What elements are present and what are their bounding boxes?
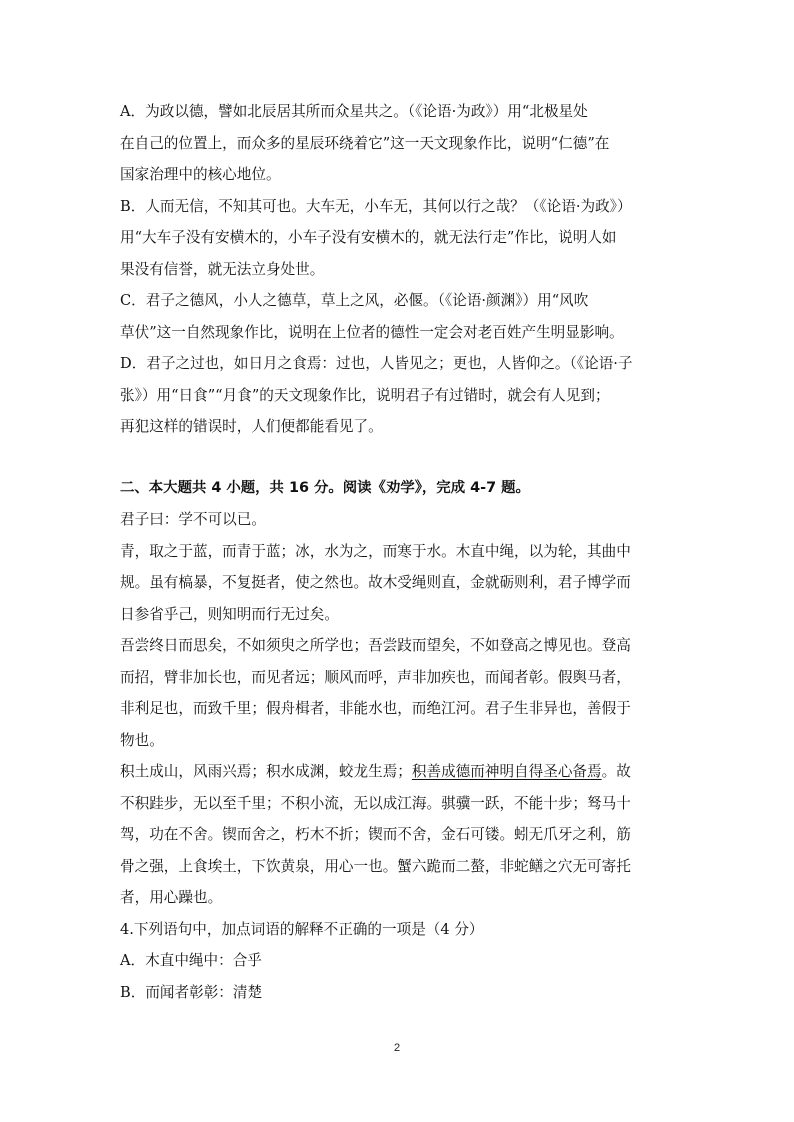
page-number: 2 — [393, 1042, 401, 1054]
section-spacer — [120, 443, 680, 473]
option-d-line: D．君子之过也，如日月之食焉：过也，人皆见之；更也，人皆仰之。（《论语·子 — [120, 355, 633, 372]
passage-line: 而招，臂非加长也，而见者远；顺风而呼，声非加疾也，而闻者彰。假舆马者， — [120, 668, 631, 686]
option-d-line: 张》）用“日食”“月食”的天文现象作比，说明君子有过错时，就会有人见到； — [120, 386, 610, 404]
section-heading: 二、本大题共 4 小题，共 16 分。阅读《劝学》，完成 4-7 题。 — [120, 479, 530, 496]
passage-line: 骨之强，上食埃土，下饮黄泉，用心一也。蟹六跪而二螯，非蛇鳝之穴无可寄托 — [120, 857, 631, 875]
passage-line: 不积跬步，无以至千里；不积小流，无以成江海。骐骥一跃，不能十步；驽马十 — [120, 794, 631, 812]
page-content — [120, 96, 680, 1008]
option-c-line: C．君子之德风，小人之德草，草上之风，必偃。（《论语·颜渊》）用“风吹 — [120, 292, 589, 309]
passage-line: 青，取之于蓝，而青于蓝；冰，水为之，而寒于水。木直中绳，以为轮，其曲中 — [120, 542, 631, 560]
option-b — [120, 191, 680, 286]
option-a-line: 在自己的位置上，而众多的星辰环绕着它”这一天文现象作比，说明“仁德”在 — [120, 134, 610, 152]
passage-paragraph-2 — [120, 536, 680, 631]
option-a-line: 国家治理中的核心地位。 — [120, 166, 281, 183]
passage-line: 物也。 — [120, 731, 164, 749]
passage-text: 积土成山，风雨兴焉；积水成渊，蛟龙生焉； — [120, 763, 412, 780]
question-stem: 4.下列语句中，加点词语的解释不正确的一项是（4 分） — [120, 920, 484, 938]
passage-paragraph-4 — [120, 756, 680, 914]
passage-line — [120, 756, 680, 788]
passage-paragraph-1: 君子曰：学不可以已。 — [120, 511, 266, 528]
option-c — [120, 285, 680, 348]
option-d-line: 再犯这样的错误时，人们便都能看见了。 — [120, 418, 383, 435]
option-c-line: 草伏”这一自然现象作比，说明在上位者的德性一定会对老百姓产生明显影响。 — [120, 323, 624, 341]
passage-line: 者，用心躁也。 — [120, 889, 223, 906]
option-b-line: 果没有信誉，就无法立身处世。 — [120, 260, 325, 278]
passage-line: 非利足也，而致千里；假舟楫者，非能水也，而绝江河。君子生非异也，善假于 — [120, 700, 631, 717]
passage-line: 吾尝终日而思矣，不如须臾之所学也；吾尝跂而望矣，不如登高之博见也。登高 — [120, 637, 631, 654]
question-choice-b: B．而闻者彰彰：清楚 — [120, 983, 263, 1001]
option-a — [120, 96, 680, 191]
passage-line: 日参省乎己，则知明而行无过矣。 — [120, 605, 339, 623]
underlined-sentence: 积善成德而神明自得圣心备焉 — [411, 763, 602, 780]
option-b-line: 用“大车子没有安横木的，小车子没有安横木的，就无法行走”作比，说明人如 — [120, 229, 617, 246]
passage-paragraph-3 — [120, 630, 680, 756]
passage-line: 驾，功在不舍。锲而舍之，朽木不折；锲而不舍，金石可镂。蚓无爪牙之利，筋 — [120, 826, 631, 843]
passage-text: 。故 — [601, 763, 631, 780]
passage-line: 规。虽有槁暴，不复挺者，使之然也。故木受绳则直，金就砺则利，君子博学而 — [120, 574, 631, 591]
option-a-line: A．为政以德，譬如北辰居其所而众星共之。（《论语·为政》）用“北极星处 — [120, 103, 588, 120]
question-choice-a: A．木直中绳中：合乎 — [120, 952, 262, 969]
option-d — [120, 348, 680, 443]
option-b-line: B．人而无信，不知其可也。大车无，小车无，其何以行之哉？（《论语·为政》） — [120, 197, 632, 215]
